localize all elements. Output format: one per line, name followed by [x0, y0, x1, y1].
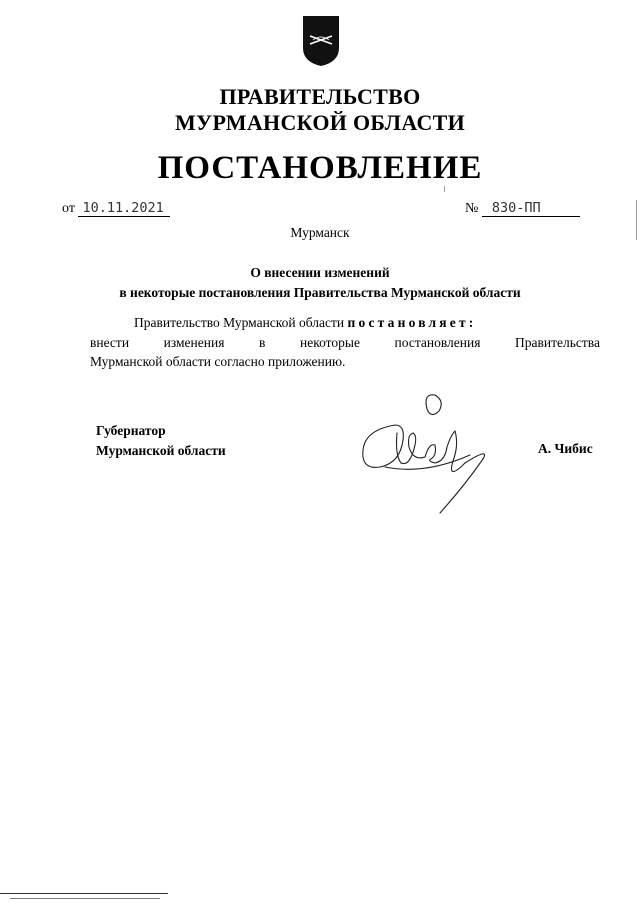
position-line-1: Губернатор: [96, 423, 166, 438]
government-name: [0, 84, 640, 136]
body-line-3: Мурманской области согласно приложению.: [90, 354, 346, 369]
scan-edge-line: [0, 893, 168, 894]
date-prefix: от: [62, 201, 75, 216]
coat-of-arms-icon: [301, 14, 341, 68]
body-subject: Правительство Мурманской области: [134, 315, 345, 330]
title-line-1: О внесении изменений: [250, 265, 390, 280]
date-value: 10.11.2021: [78, 200, 170, 217]
handwritten-signature-icon: [355, 385, 505, 520]
city: Мурманск: [290, 225, 350, 240]
scan-dot: [444, 186, 445, 192]
signatory-name: А. Чибис: [538, 441, 593, 456]
document-type: ПОСТАНОВЛЕНИЕ: [157, 150, 483, 186]
document-title: [0, 263, 640, 303]
body-line-2: внести изменения в некоторые постановления Правительства: [90, 335, 600, 350]
scan-edge-line: [10, 898, 160, 899]
number-row: [465, 200, 580, 217]
number-value: 830-ПП: [482, 200, 580, 217]
scan-edge-mark: [636, 200, 637, 240]
date-row: [62, 200, 170, 217]
government-line-1: ПРАВИТЕЛЬСТВО: [219, 84, 421, 109]
signatory-position: [96, 421, 226, 461]
government-line-2: МУРМАНСКОЙ ОБЛАСТИ: [174, 110, 466, 135]
position-line-2: Мурманской области: [96, 443, 226, 458]
title-line-2: в некоторые постановления Правительства Мурманской области: [119, 285, 521, 300]
body-line-1: [134, 315, 477, 331]
number-prefix: №: [465, 201, 479, 216]
body-verb: постановляет:: [347, 315, 477, 330]
